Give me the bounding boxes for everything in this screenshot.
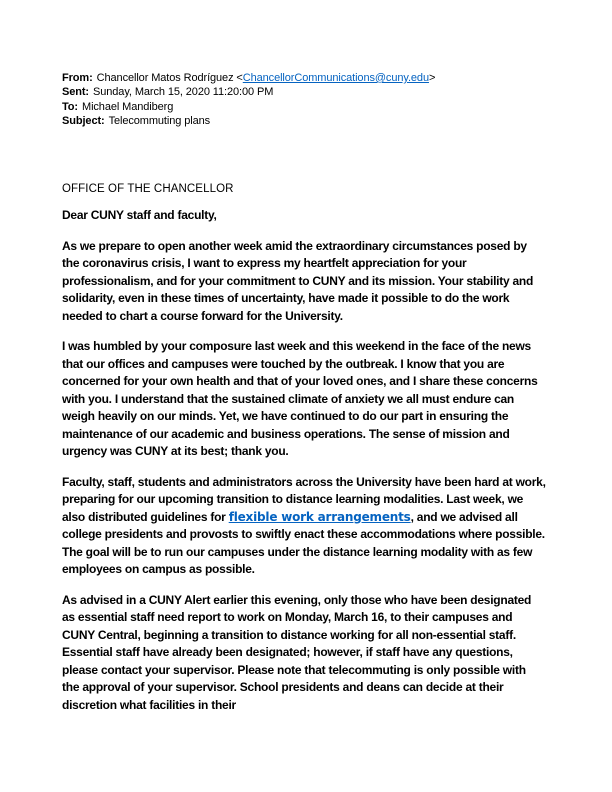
sender-email-link[interactable]: ChancellorCommunications@cuny.edu xyxy=(242,72,429,84)
greeting-line: Dear CUNY staff and faculty, xyxy=(62,208,217,223)
header-subject-line xyxy=(62,114,548,128)
header-from-line xyxy=(62,71,548,85)
subject-label: Subject: xyxy=(62,115,105,128)
sent-label: Sent: xyxy=(62,86,90,99)
paragraph-transition xyxy=(62,474,546,579)
office-of-chancellor-line: OFFICE OF THE CHANCELLOR xyxy=(62,182,234,195)
to-label: To: xyxy=(62,100,78,113)
email-body xyxy=(62,207,548,714)
flexible-work-arrangements-link[interactable]: flexible work arrangements xyxy=(228,509,411,524)
subject-value: Telecommuting plans xyxy=(108,115,211,128)
paragraph-transition-text-before: Faculty, staff, students and administrators across the University have been hard at work, preparing for our upcoming transition to distance learning modalities. Last week, we also distributed guidelines for xyxy=(62,474,546,524)
from-suffix: > xyxy=(428,72,436,84)
header-sent-line xyxy=(62,85,548,99)
email-header-block xyxy=(62,71,548,129)
paragraph-composure: I was humbled by your composure last week and this weekend in the face of the news that our offices and campuses were touched by the outbreak. I know that you are concerned for your own health and that of your loved ones, and I share these concerns with you. I understand that the sustained climate of anxiety we all must endure can weigh heavily on our minds. Yet, we have continued to do our part in ensuring the maintenance of our academic and business operations. The sense of mission and urgency was CUNY at its best; thank you. xyxy=(62,339,538,459)
to-value: Michael Mandiberg xyxy=(82,100,174,113)
from-value: Chancellor Matos Rodríguez < xyxy=(96,72,243,84)
from-label: From: xyxy=(62,72,93,84)
paragraph-transition-text-after: , and we advised all college presidents and provosts to swiftly enact these accommodations where possible. The goal will be to run our campuses under the distance learning modality with as few employees on campus as possible. xyxy=(62,509,545,577)
paragraph-appreciation: As we prepare to open another week amid the extraordinary circumstances posed by the coronavirus crisis, I want to express my heartfelt appreciation for your professionalism, and for your commitment to CUNY and its mission. Your stability and solidarity, even in these times of uncertainty, have made it possible to do the work needed to chart a course forward for the University. xyxy=(62,238,534,323)
paragraph-essential-staff: As advised in a CUNY Alert earlier this evening, only those who have been designated as essential staff need report to work on Monday, March 16, to their campuses and CUNY Central, beginning a transition to distance working for all non-essential staff. Essential staff have already been designated; however, if staff have any questions, please contact your supervisor. Please note that telecommuting is only possible with the approval of your supervisor. School presidents and deans can decide at their discretion what facilities in their xyxy=(62,592,532,712)
sent-value: Sunday, March 15, 2020 11:20:00 PM xyxy=(93,86,274,99)
header-to-line xyxy=(62,100,548,114)
